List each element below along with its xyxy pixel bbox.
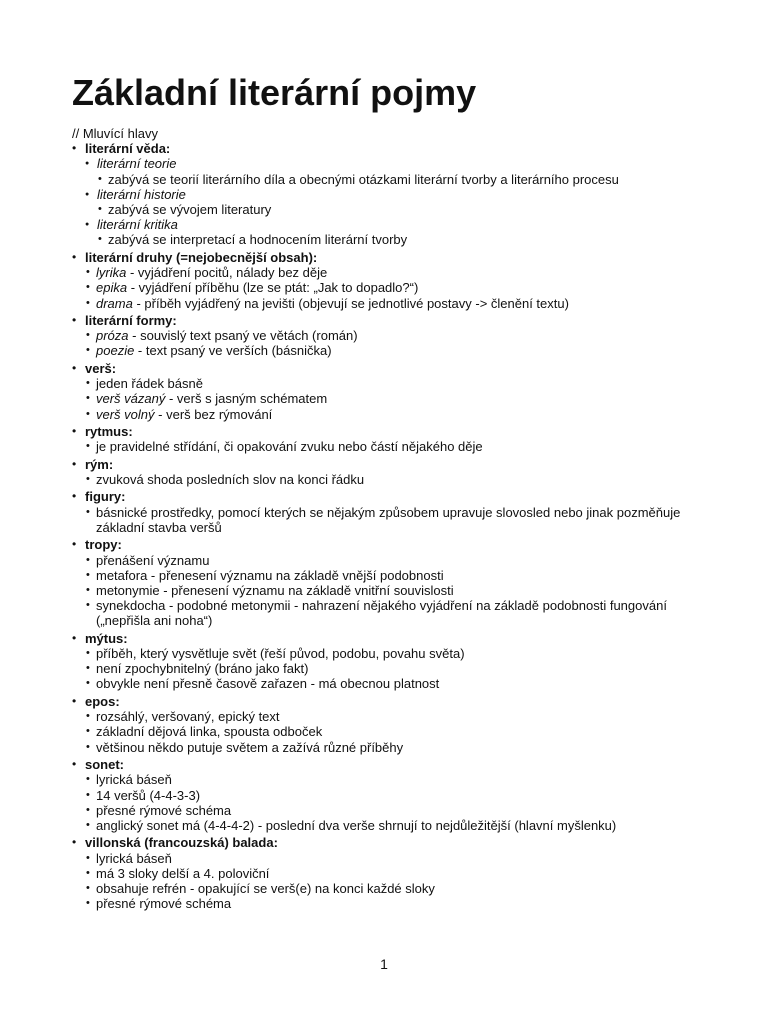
list-item: [85, 866, 712, 881]
item-text: obvykle není přesně časově zařazen - má obecnou platnost: [96, 676, 440, 692]
point-item: • zabývá se vývojem literatury: [97, 202, 712, 217]
subsection-list: [85, 156, 712, 247]
item-term: próza: [96, 328, 129, 344]
list-item: [85, 391, 712, 406]
item-term: drama: [96, 295, 133, 311]
item-text: lyrická báseň: [96, 772, 172, 788]
list-item: [85, 553, 712, 568]
section-heading: epos:: [85, 693, 120, 709]
item-text: - vyjádření pocitů, nálady bez děje: [126, 265, 328, 281]
list-item: [85, 343, 712, 358]
section-heading: mýtus:: [85, 630, 128, 646]
section-item: [72, 489, 712, 535]
item-text: anglický sonet má (4-4-4-2) - poslední dva verše shrnují to nejdůležitější (hlavní myšlenku): [96, 817, 617, 833]
list-item: [85, 376, 712, 391]
subsection-item: [85, 217, 712, 247]
subsection-item: [85, 187, 712, 217]
item-text: - verš bez rýmování: [154, 406, 273, 422]
section-heading: sonet:: [85, 757, 124, 773]
list-item: [85, 740, 712, 755]
item-list: [85, 328, 712, 358]
section-item: [72, 835, 712, 911]
list-item: [85, 265, 712, 280]
list-item: [85, 788, 712, 803]
section-heading: rým:: [85, 456, 114, 472]
item-text: většinou někdo putuje světem a zažívá různé příběhy: [96, 739, 404, 755]
item-term: epika: [96, 280, 128, 296]
item-text: metonymie - přenesení významu na základě vnitřní souvislosti: [96, 582, 454, 598]
item-list: [85, 472, 712, 487]
section-item: [72, 250, 712, 311]
item-term: verš volný: [96, 406, 155, 422]
section-item: [72, 361, 712, 422]
item-text: básnické prostředky, pomocí kterých se nějakým způsobem upravuje slovosled nebo jinak pozměňuje základní stavba veršů: [96, 504, 681, 535]
list-item: [85, 472, 712, 487]
section-item: [72, 313, 712, 359]
item-text: - verš s jasným schématem: [165, 391, 328, 407]
list-item: [85, 724, 712, 739]
item-text: obsahuje refrén - opakující se verš(e) na konci každé sloky: [96, 881, 435, 897]
item-list: [85, 646, 712, 692]
section-heading: literární druhy (=nejobecnější obsah):: [85, 249, 318, 265]
section-item: [72, 141, 712, 247]
item-text: základní dějová linka, spousta odboček: [96, 724, 323, 740]
section-item: [72, 537, 712, 628]
list-item: [85, 328, 712, 343]
list-item: [85, 439, 712, 454]
subsection-term: literární historie: [97, 186, 186, 202]
list-item: [85, 598, 712, 628]
point-list: [97, 232, 712, 247]
item-text: jeden řádek básně: [96, 376, 203, 392]
item-list: [85, 505, 712, 535]
section-heading: verš:: [85, 360, 117, 376]
item-text: má 3 sloky delší a 4. poloviční: [96, 865, 270, 881]
comment-line: // Mluvící hlavy: [72, 126, 158, 141]
document-body: [72, 126, 712, 911]
item-list: [85, 851, 712, 912]
item-text: 14 veršů (4-4-3-3): [96, 787, 201, 803]
point-list: [97, 172, 712, 187]
section-heading: literární věda:: [85, 141, 171, 157]
section-item: [72, 424, 712, 454]
page-title: Základní literární pojmy: [72, 72, 477, 113]
subsection-term: literární kritika: [97, 217, 178, 233]
item-text: - příběh vyjádřený na jevišti (objevují se jednotlivé postavy -> členění textu): [132, 295, 569, 311]
item-term: poezie: [96, 343, 135, 359]
list-item: [85, 709, 712, 724]
subsection-term: literární teorie: [97, 156, 177, 172]
item-list: [85, 376, 712, 422]
item-text: lyrická báseň: [96, 850, 172, 866]
item-text: není zpochybnitelný (bráno jako fakt): [96, 661, 309, 677]
section-item: [72, 757, 712, 833]
point-list: [97, 202, 712, 217]
section-item: [72, 457, 712, 487]
item-text: přenášení významu: [96, 552, 210, 568]
item-text: rozsáhlý, veršovaný, epický text: [96, 709, 280, 725]
section-heading: figury:: [85, 489, 126, 505]
item-text: přesné rýmové schéma: [96, 802, 232, 818]
list-item: [85, 583, 712, 598]
list-item: [85, 646, 712, 661]
list-item: [85, 568, 712, 583]
subsection-item: [85, 156, 712, 186]
section-heading: literární formy:: [85, 313, 177, 329]
list-item: [85, 772, 712, 787]
item-text: - souvislý text psaný ve větách (román): [128, 328, 358, 344]
list-item: [85, 407, 712, 422]
item-list: [85, 439, 712, 454]
section-heading: rytmus:: [85, 424, 133, 440]
item-text: metafora - přenesení významu na základě vnější podobnosti: [96, 567, 444, 583]
point-item: • zabývá se teorií literárního díla a obecnými otázkami literární tvorby a literárního procesu: [97, 172, 712, 187]
list-item: [85, 280, 712, 295]
section-heading: villonská (francouzská) balada:: [85, 835, 278, 851]
item-text: příběh, který vysvětluje svět (řeší původ, podobu, povahu světa): [96, 646, 465, 662]
page-number: 1: [380, 956, 388, 972]
section-item: [72, 631, 712, 692]
list-item: [85, 896, 712, 911]
list-item: [85, 505, 712, 535]
list-item: [85, 676, 712, 691]
list-item: [85, 661, 712, 676]
item-list: [85, 709, 712, 755]
item-text: - text psaný ve verších (básnička): [134, 343, 332, 359]
section-list: [72, 141, 712, 911]
item-term: lyrika: [96, 265, 127, 281]
item-text: - vyjádření příběhu (lze se ptát: „Jak to dopadlo?“): [127, 280, 419, 296]
section-heading: tropy:: [85, 537, 122, 553]
list-item: [85, 818, 712, 833]
list-item: [85, 881, 712, 896]
point-item: • zabývá se interpretací a hodnocením literární tvorby: [97, 232, 712, 247]
item-list: [85, 553, 712, 629]
item-text: přesné rýmové schéma: [96, 896, 232, 912]
item-text: zvuková shoda posledních slov na konci řádku: [96, 471, 365, 487]
item-list: [85, 772, 712, 833]
list-item: [85, 803, 712, 818]
item-text: synekdocha - podobné metonymii - nahrazení nějakého vyjádření na základě podobnosti fungování („nepřišla ani noha“): [96, 598, 667, 629]
section-item: [72, 694, 712, 755]
item-list: [85, 265, 712, 311]
item-term: verš vázaný: [96, 391, 166, 407]
list-item: [85, 296, 712, 311]
item-text: je pravidelné střídání, či opakování zvuku nebo částí nějakého děje: [96, 439, 483, 455]
list-item: [85, 851, 712, 866]
